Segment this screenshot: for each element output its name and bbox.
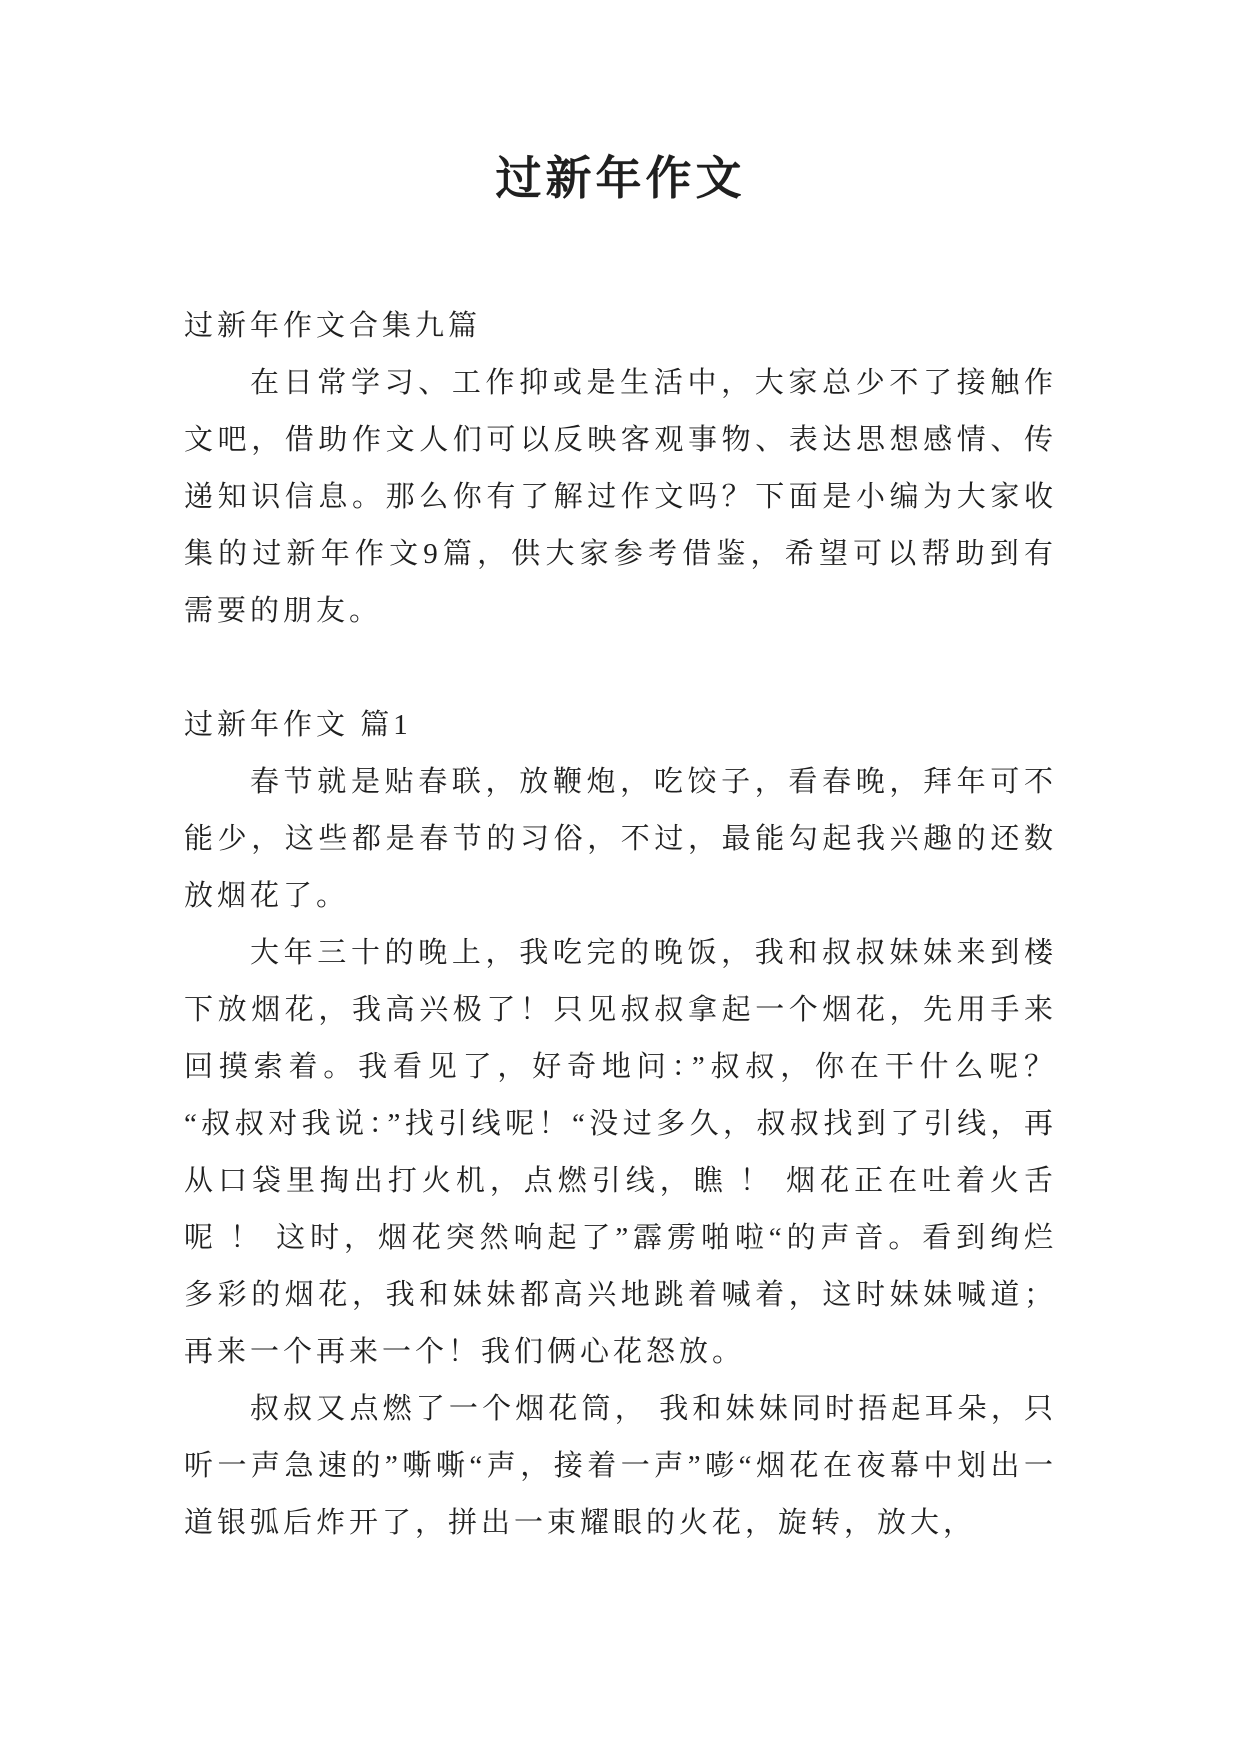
intro-paragraph: 在日常学习、工作抑或是生活中，大家总少不了接触作文吧，借助作文人们可以反映客观事物、表达思想感情、传递知识信息。那么你有了解过作文吗？下面是小编为大家收集的过新年作文9篇，供大家参考借鉴，希望可以帮助到有需要的朋友。 xyxy=(184,367,1057,627)
collection-heading: 过新年作文合集九篇 xyxy=(184,310,482,342)
document-title: 过新年作文 xyxy=(495,153,746,204)
essay-1-paragraph-3: 叔叔又点燃了一个烟花筒， 我和妹妹同时捂起耳朵，只听一声急速的”嘶嘶“声，接着一声”嘭“烟花在夜幕中划出一道银弧后炸开了，拼出一束耀眼的火花，旋转，放大， xyxy=(184,1393,1057,1539)
essay-1-paragraph-2: 大年三十的晚上，我吃完的晚饭，我和叔叔妹妹来到楼下放烟花，我高兴极了！只见叔叔拿起一个烟花，先用手来回摸索着。我看见了，好奇地问：”叔叔，你在干什么呢？“叔叔对我说：”找引线呢！“没过多久，叔叔找到了引线，再从口袋里掏出打火机，点燃引线，瞧 ！ 烟花正在吐着火舌呢 ！ 这时，烟花突然响起了”霹雳啪啦“的声音。看到绚烂多彩的烟花，我和妹妹都高兴地跳着喊着，这时妹妹喊道；再来一个再来一个！我们俩心花怒放。 xyxy=(184,937,1057,1368)
essay-1-paragraph-1: 春节就是贴春联，放鞭炮，吃饺子，看春晚，拜年可不能少，这些都是春节的习俗，不过，最能勾起我兴趣的还数放烟花了。 xyxy=(184,766,1057,912)
essay-1-heading: 过新年作文 篇1 xyxy=(184,709,412,741)
